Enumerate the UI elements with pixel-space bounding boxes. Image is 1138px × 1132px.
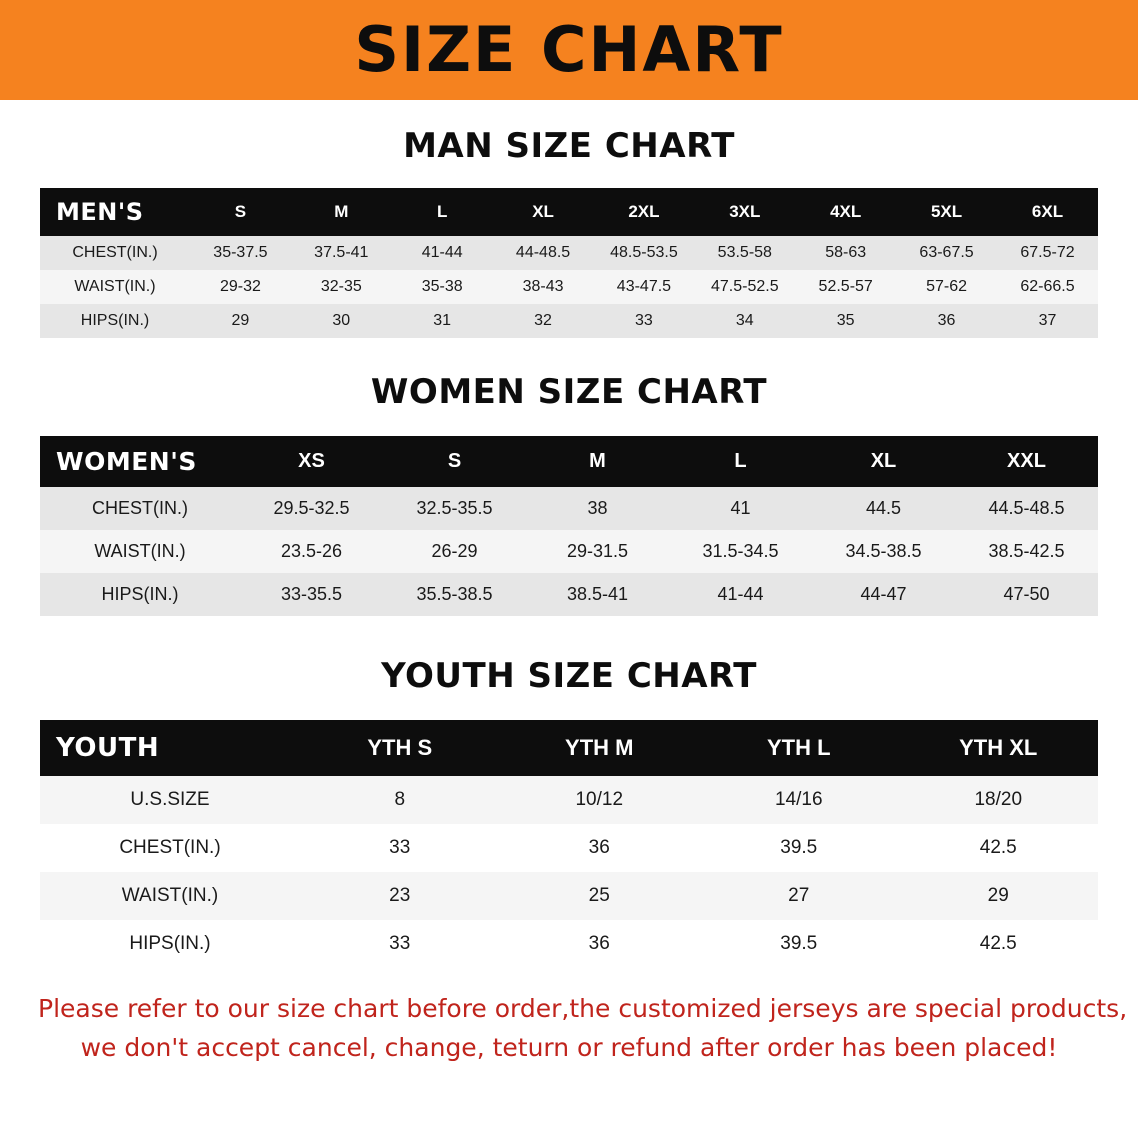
youth-cell: 42.5 (899, 824, 1099, 872)
man-row-label: CHEST(IN.) (72, 244, 158, 261)
page-title: SIZE CHART (354, 13, 784, 86)
women-cell: 38.5-42.5 (988, 541, 1065, 561)
youth-col-header: YTH L (766, 735, 831, 760)
women-section-heading: WOMEN SIZE CHART (370, 372, 768, 412)
man-cell: 62-66.5 (1020, 278, 1075, 295)
man-col-header: S (234, 202, 247, 221)
man-col-header: 5XL (930, 202, 963, 221)
man-col-header: M (334, 202, 349, 221)
man-cell: 34 (735, 312, 754, 329)
youth-cell: 39.5 (699, 824, 899, 872)
women-cell: 35.5-38.5 (416, 584, 493, 604)
women-table-body (40, 487, 1098, 616)
women-cell: 41 (730, 498, 751, 518)
table-row (40, 920, 1098, 968)
youth-col-header: YTH M (565, 735, 634, 760)
man-col-header: 3XL (729, 202, 761, 221)
youth-cell: 33 (300, 920, 500, 968)
table-row (40, 487, 1098, 530)
man-cell: 29-32 (219, 278, 261, 295)
youth-cell: 27 (788, 885, 810, 906)
youth-cell: 36 (500, 920, 700, 968)
table-row (40, 776, 1098, 824)
women-cell: 33-35.5 (280, 584, 343, 604)
youth-row-label: U.S.SIZE (130, 789, 210, 810)
youth-row-label: WAIST(IN.) (121, 885, 219, 906)
youth-cell: 42.5 (899, 920, 1099, 968)
youth-table-body (40, 776, 1098, 968)
man-col-header: L (436, 202, 448, 221)
man-cell: 43-47.5 (616, 278, 672, 295)
youth-cell: 29 (987, 885, 1009, 906)
man-cell: 47.5-52.5 (711, 278, 779, 295)
page-banner (0, 0, 1138, 100)
man-cell: 31 (433, 312, 452, 329)
youth-cell: 10/12 (575, 789, 624, 810)
youth-cell: 23 (389, 885, 411, 906)
footer-note-line-2: we don't accept cancel, change, teturn or refund after order has been placed! (80, 1032, 1058, 1062)
man-corner-label: MEN'S (56, 198, 144, 226)
women-cell: 23.5-26 (280, 541, 343, 561)
youth-section-heading: YOUTH SIZE CHART (381, 656, 757, 696)
women-cell: 38 (587, 498, 608, 518)
man-row-label: HIPS(IN.) (80, 312, 150, 329)
women-col-header: XL (870, 450, 897, 472)
women-cell: 44.5-48.5 (988, 498, 1065, 518)
youth-size-table (40, 720, 1098, 968)
man-cell: 29 (231, 312, 250, 329)
table-row (40, 573, 1098, 616)
table-row (40, 530, 1098, 573)
table-row (40, 236, 1098, 270)
table-row (40, 872, 1098, 920)
footer-note (0, 990, 1138, 1068)
women-table-header-row (40, 436, 1098, 487)
man-section-heading: MAN SIZE CHART (403, 126, 735, 166)
footer-note-line-1: Please refer to our size chart before order,the customized jerseys are special products, (38, 994, 1128, 1023)
youth-table-head (40, 720, 1098, 776)
youth-table-header-row (40, 720, 1098, 776)
women-col-header: XXL (1007, 450, 1046, 472)
women-col-header: XS (298, 450, 325, 472)
table-row (40, 270, 1098, 304)
women-cell: 29.5-32.5 (273, 498, 350, 518)
youth-cell: 36 (500, 824, 700, 872)
women-row-label: WAIST(IN.) (94, 541, 186, 561)
women-table-wrap (0, 436, 1138, 616)
man-table-wrap (0, 188, 1138, 338)
table-row (40, 824, 1098, 872)
man-cell: 37 (1038, 312, 1057, 329)
women-cell: 31.5-34.5 (702, 541, 779, 561)
man-col-header: 6XL (1031, 202, 1064, 221)
youth-col-header: YTH XL (959, 735, 1038, 760)
man-col-header: XL (532, 202, 554, 221)
women-size-table (40, 436, 1098, 616)
women-row-label: HIPS(IN.) (101, 584, 179, 604)
women-row-label: CHEST(IN.) (92, 498, 188, 518)
man-cell: 32 (534, 312, 552, 329)
man-table-header-row (40, 188, 1098, 236)
man-row-label: WAIST(IN.) (74, 278, 156, 295)
man-col-header: 4XL (830, 202, 862, 221)
man-cell: 30 (332, 312, 351, 329)
man-cell: 38-43 (522, 278, 564, 295)
youth-corner-label: YOUTH (56, 733, 160, 763)
man-cell: 57-62 (926, 278, 968, 295)
youth-cell: 18/20 (974, 789, 1023, 810)
man-cell: 67.5-72 (1020, 244, 1075, 261)
man-cell: 52.5-57 (818, 278, 873, 295)
youth-col-header: YTH S (367, 735, 433, 760)
man-cell: 33 (635, 312, 653, 329)
man-cell: 58-63 (825, 244, 867, 261)
man-cell: 41-44 (421, 244, 463, 261)
women-corner-label: WOMEN'S (56, 447, 197, 476)
man-cell: 35 (836, 312, 855, 329)
man-table-head (40, 188, 1098, 236)
man-col-header: 2XL (628, 202, 660, 221)
table-row (40, 304, 1098, 338)
women-col-header: L (734, 450, 747, 472)
youth-table-wrap (0, 720, 1138, 968)
women-col-header: S (447, 450, 462, 472)
women-cell: 32.5-35.5 (416, 498, 493, 518)
women-cell: 34.5-38.5 (845, 541, 922, 561)
man-cell: 48.5-53.5 (610, 244, 678, 261)
women-cell: 41-44 (717, 584, 764, 604)
women-col-header: M (589, 450, 606, 472)
man-cell: 32-35 (320, 278, 362, 295)
youth-cell: 8 (394, 789, 406, 810)
youth-cell: 14/16 (774, 789, 823, 810)
women-cell: 26-29 (431, 541, 478, 561)
youth-cell: 33 (300, 824, 500, 872)
man-cell: 63-67.5 (919, 244, 974, 261)
youth-row-label: HIPS(IN.) (40, 920, 300, 968)
man-table-body (40, 236, 1098, 338)
youth-row-label: CHEST(IN.) (40, 824, 300, 872)
women-cell: 29-31.5 (566, 541, 629, 561)
youth-cell: 25 (588, 885, 610, 906)
man-cell: 36 (937, 312, 956, 329)
man-cell: 44-48.5 (515, 244, 571, 261)
youth-cell: 39.5 (699, 920, 899, 968)
man-cell: 37.5-41 (314, 244, 369, 261)
women-cell: 44-47 (860, 584, 907, 604)
man-cell: 35-38 (421, 278, 463, 295)
man-size-table (40, 188, 1098, 338)
man-cell: 53.5-58 (717, 244, 772, 261)
man-cell: 35-37.5 (213, 244, 268, 261)
women-cell: 44.5 (865, 498, 902, 518)
women-cell: 47-50 (1003, 584, 1050, 604)
women-cell: 38.5-41 (566, 584, 629, 604)
women-table-head (40, 436, 1098, 487)
